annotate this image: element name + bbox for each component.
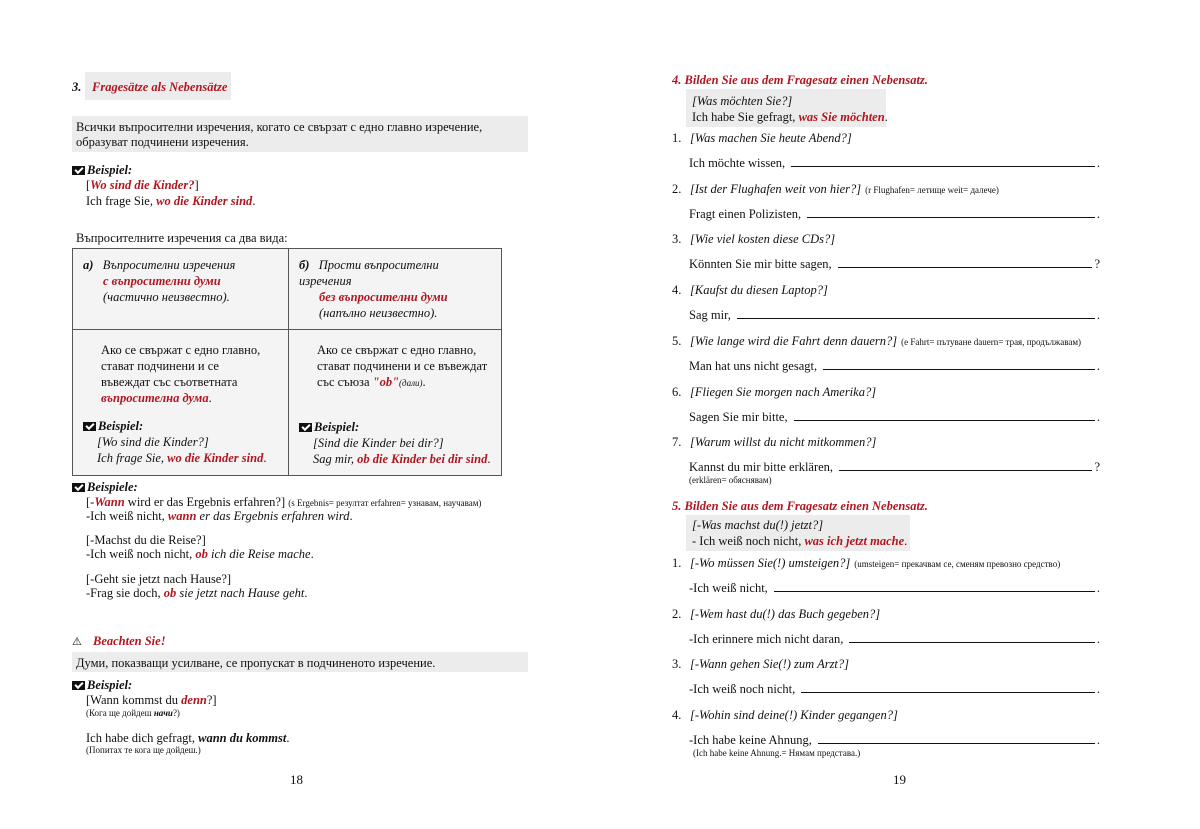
gloss-italic: чи: [163, 708, 173, 718]
b-body-2: стават подчинени и се въвеждат: [317, 359, 488, 373]
exercise-question: [672, 283, 832, 298]
a-body-4: въпросителна дума: [101, 391, 209, 405]
question-text: [-Wann gehen Sie(!) zum Arzt?]: [690, 657, 850, 671]
intro-line-2: образуват подчинени изречения.: [76, 135, 249, 149]
beispiel-label: Beispiel:: [98, 419, 144, 433]
question-types-table: [72, 248, 502, 476]
item-number: 3.: [672, 232, 682, 247]
item-number: 5.: [672, 333, 682, 348]
answer-highlight: wo die Kinder sind: [156, 194, 253, 208]
exercise-4-model-answer: Ich habe Sie gefragt, was Sie möchten.: [692, 110, 888, 124]
answer-row: [689, 257, 1100, 272]
answer-row: [689, 733, 1100, 748]
question-text: [-Wo müssen Sie(!) umsteigen?]: [690, 556, 851, 570]
vocab-note: (r Flughafen= летище weit= далече): [865, 184, 999, 195]
exercise-question: [672, 556, 1060, 571]
table-cell-a-body: Ако се свържат с едно главно, стават подчинени и се въвеждат със съответната въпросителна дума. Beispiel: [Wo sind die Kinder?] Ich frage Sie, wo die Kinder sind.: [73, 330, 289, 476]
beispiele-2-answer: -Ich weiß noch nicht, ob ich die Reise mache.: [86, 547, 314, 561]
beispiele-1-question: [86, 495, 481, 510]
a-example-question: [Wo sind die Kinder?]: [97, 435, 209, 449]
a-text: sie jetzt nach Hause geht: [176, 586, 305, 600]
a-highlight: was Sie möchten: [798, 110, 885, 124]
exercise-question: [672, 334, 1081, 349]
answer-row: [689, 156, 1100, 171]
question-text: [-Wem hast du(!) das Buch gegeben?]: [690, 606, 881, 621]
item-number: 7.: [672, 435, 682, 450]
answer-lead: Man hat uns nicht gesagt,: [689, 358, 818, 373]
beispiele-3-answer: -Frag sie doch, ob sie jetzt nach Hause geht.: [86, 586, 308, 600]
beispiele-1-answer: -Ich weiß nicht, wann er das Ergebnis erfahren wird.: [86, 509, 353, 523]
answer-blank-line[interactable]: [807, 207, 1095, 218]
exercise-5-model-answer: - Ich weiß noch nicht, was ich jetzt mache.: [692, 534, 908, 548]
answer-blank-line[interactable]: [801, 682, 1095, 693]
a-prefix: -Ich weiß noch nicht,: [86, 547, 196, 561]
answer-end-punct: .: [1096, 631, 1100, 646]
q-prefix: [-: [86, 495, 95, 509]
hand-write-icon: [72, 681, 85, 690]
a-text: ich die Reise mache: [207, 547, 311, 561]
vocab-note: (s Ergebnis= резултат erfahren= узнавам, научавам): [288, 498, 482, 508]
a-highlight: ob: [163, 586, 177, 600]
q-highlight: denn: [181, 693, 207, 707]
a-prefix: Ich habe Sie gefragt,: [692, 110, 799, 124]
example-1-question-text: Wo sind die Kinder?: [90, 178, 195, 192]
a-example-prefix: Ich frage Sie,: [97, 451, 168, 465]
answer-row: [689, 581, 1100, 596]
answer-lead: Sag mir,: [689, 308, 731, 323]
beachten-text: Думи, показващи усилване, се пропускат в подчиненото изречение.: [76, 656, 436, 670]
answer-blank-line[interactable]: [839, 460, 1092, 471]
answer-end-punct: .: [1096, 358, 1100, 373]
question-text: [Warum willst du nicht mitkommen?]: [690, 435, 877, 450]
a-prefix: -Ich weiß nicht,: [86, 509, 168, 523]
vocab-note: (umsteigen= прекачвам се, сменям превозно средство): [854, 559, 1061, 569]
q-prefix: [Wann kommst du: [86, 693, 182, 707]
exercise-question: [672, 657, 853, 672]
answer-lead: -Ich habe keine Ahnung,: [689, 732, 812, 747]
exercise-5-model-question: [-Was machst du(!) jetzt?]: [692, 518, 824, 532]
intro-line-1: Всички въпросителни изречения, когато се свързат с едно главно изречение,: [76, 120, 483, 134]
exercise-5-title: 5. Bilden Sie aus dem Fragesatz einen Nebensatz.: [672, 499, 928, 513]
a-highlight: wann: [167, 509, 197, 523]
a-highlight: wann du kommst: [198, 731, 287, 745]
a-line-3: (частично неизвестно).: [103, 290, 230, 304]
answer-end-punct: .: [1096, 409, 1100, 424]
hand-write-icon: [72, 483, 85, 492]
answer-lead: Ich möchte wissen,: [689, 156, 786, 170]
answer-suffix: .: [252, 194, 256, 208]
a-highlight: ob: [195, 547, 208, 561]
answer-gloss: (Ich habe keine Ahnung.= Нямам представа.): [693, 747, 861, 758]
a-suffix: .: [286, 731, 290, 745]
answer-lead: Sagen Sie mir bitte,: [689, 409, 788, 424]
section-title: Fragesätze als Nebensätze: [92, 80, 228, 94]
bracket-close: ]: [194, 178, 199, 192]
table-cell-b-body: Ако се свържат с едно главно, стават подчинени и се въвеждат със съюза "ob"(дали). Beispiel: [Sind die Kinder bei dir?] Sag mir, ob die Kinder bei dir sind.: [289, 330, 502, 476]
gloss-prefix: (Кога ще дойдеш: [86, 708, 154, 718]
beispiel-label: Beispiel:: [87, 163, 133, 177]
a-line-1: Въпросителни изречения: [102, 258, 236, 272]
bracket-open: [: [86, 178, 91, 192]
exercise-question: [672, 232, 839, 247]
item-number: 6.: [672, 384, 682, 399]
question-text: [Wie lange wird die Fahrt denn dauern?]: [690, 333, 898, 348]
vocab-note: (e Fahrt= пътуване dauern= трая, продължавам): [901, 336, 1082, 347]
hand-write-icon: [72, 166, 85, 175]
answer-blank-line[interactable]: [774, 581, 1095, 592]
answer-lead: -Ich weiß noch nicht,: [689, 682, 796, 696]
beispiel-2-question-gloss: [86, 708, 180, 718]
b-body-3-ob: "ob": [372, 375, 400, 389]
b-line-2: без въпросителни думи: [319, 290, 448, 304]
beispiele-heading: [72, 480, 138, 495]
letter-a: а): [83, 258, 94, 272]
answer-row: [689, 207, 1100, 222]
question-text: [Was machen Sie heute Abend?]: [690, 131, 852, 145]
exercise-question: [672, 182, 999, 197]
section-number: 3.: [72, 80, 82, 94]
a-prefix: - Ich weiß noch nicht,: [692, 534, 805, 548]
types-intro: Въпросителните изречения са два вида:: [76, 231, 288, 245]
answer-end-punct: .: [1096, 581, 1100, 595]
item-number: 2.: [672, 606, 682, 621]
beispiel-label: Beispiel:: [87, 678, 133, 692]
hand-write-icon: [299, 423, 312, 432]
question-text: [Wie viel kosten diese CDs?]: [690, 232, 836, 247]
a-highlight: was ich jetzt mache: [804, 534, 905, 548]
answer-end-punct: ?: [1094, 257, 1100, 272]
answer-blank-line[interactable]: [818, 733, 1095, 744]
a-body-3: въвеждат със съответната: [101, 375, 238, 389]
answer-blank-line[interactable]: [791, 156, 1095, 167]
page-number-left: 18: [290, 772, 303, 787]
gloss-bold: на: [153, 708, 164, 718]
answer-end-punct: .: [1096, 682, 1100, 696]
answer-blank-line[interactable]: [823, 359, 1095, 370]
beispiel-2-answer-gloss: (Попитах те кога ще дойдеш.): [86, 745, 201, 755]
answer-end-punct: .: [1096, 156, 1100, 170]
answer-prefix: Ich frage Sie,: [86, 194, 157, 208]
item-number: 3.: [672, 657, 682, 671]
exercise-question: [672, 607, 884, 622]
answer-lead: -Ich erinnere mich nicht daran,: [689, 631, 844, 646]
item-number: 4.: [672, 707, 682, 722]
answer-row: [689, 308, 1100, 323]
answer-lead: Könnten Sie mir bitte sagen,: [689, 257, 832, 272]
beispiel-heading-2: [72, 678, 132, 693]
answer-lead: Kannst du mir bitte erklären,: [689, 460, 834, 475]
gloss-suffix: ?): [172, 708, 180, 718]
exercise-question: [672, 435, 880, 450]
a-example-highlight: wo die Kinder sind: [167, 451, 264, 465]
exercise-question: [672, 708, 902, 723]
q-text: wird er das Ergebnis erfahren?]: [124, 495, 286, 509]
answer-blank-line[interactable]: [794, 410, 1095, 421]
b-body-1: Ако се свържат с едно главно,: [317, 343, 477, 357]
answer-end-punct: .: [1096, 206, 1100, 221]
question-text: [Fliegen Sie morgen nach Amerika?]: [690, 384, 877, 399]
answer-row: [689, 682, 1100, 697]
exercise-4-model-question: [Was möchten Sie?]: [692, 94, 793, 108]
beispiel-label: Beispiel:: [314, 420, 360, 434]
b-line-3: (напълно неизвестно).: [319, 306, 438, 320]
answer-blank-line[interactable]: [737, 308, 1095, 319]
answer-blank-line[interactable]: [838, 257, 1093, 268]
answer-row: [689, 460, 1100, 475]
question-text: [Kaufst du diesen Laptop?]: [690, 283, 828, 298]
a-body-2: стават подчинени и се: [101, 359, 219, 373]
answer-blank-line[interactable]: [849, 632, 1094, 643]
b-body-3-prefix: със съюза: [317, 375, 373, 389]
b-body-3-gloss: (дали): [399, 378, 423, 388]
answer-end-punct: .: [1096, 732, 1100, 747]
b-line-1: Прости въпросителни изречения: [299, 258, 439, 288]
q-suffix: ?]: [206, 693, 217, 707]
b-example-highlight: ob die Kinder bei dir sind: [357, 452, 488, 466]
example-1-question: [86, 178, 199, 193]
answer-row: [689, 410, 1100, 425]
beispiele-2-question: [-Machst du die Reise?]: [86, 533, 206, 547]
beispiele-label: Beispiele:: [87, 480, 138, 494]
answer-end-punct: ?: [1094, 460, 1100, 475]
a-prefix: Ich habe dich gefragt,: [86, 731, 199, 745]
answer-end-punct: .: [1096, 308, 1100, 323]
a-body-1: Ако се свържат с едно главно,: [101, 343, 261, 357]
answer-row: [689, 632, 1100, 647]
answer-lead: -Ich weiß nicht,: [689, 581, 768, 595]
item-number: 2.: [672, 181, 682, 196]
letter-b: б): [299, 258, 310, 272]
example-1-answer: [86, 194, 255, 209]
exercise-question: [672, 131, 856, 146]
beispiele-3-question: [-Geht sie jetzt nach Hause?]: [86, 572, 232, 586]
a-prefix: -Frag sie doch,: [86, 586, 164, 600]
beispiel-2-answer: [86, 731, 289, 746]
table-cell-b-head: [289, 249, 502, 330]
beispiel-heading-1: [72, 163, 132, 178]
answer-lead: Fragt einen Polizisten,: [689, 206, 802, 221]
a-line-2: с въпросителни думи: [103, 274, 221, 288]
beachten-heading: [72, 634, 166, 649]
page-number-right: 19: [893, 772, 906, 787]
q-highlight: Wann: [94, 495, 125, 509]
hand-write-icon: [83, 422, 96, 431]
attention-icon: ⚠: [72, 636, 82, 648]
b-example-prefix: Sag mir,: [313, 452, 358, 466]
question-text: [-Wohin sind deine(!) Kinder gegangen?]: [690, 707, 898, 722]
item-number: 4.: [672, 283, 682, 298]
exercise-4-title: 4. Bilden Sie aus dem Fragesatz einen Nebensatz.: [672, 73, 928, 87]
item-number: 1.: [672, 131, 682, 145]
question-text: [Ist der Flughafen weit von hier?]: [690, 181, 862, 196]
answer-row: [689, 359, 1100, 374]
b-example-question: [Sind die Kinder bei dir?]: [313, 436, 444, 450]
answer-gloss: (erklären= обяснявам): [689, 475, 772, 486]
table-cell-a-head: [73, 249, 289, 330]
exercise-question: [672, 385, 880, 400]
beachten-label: Beachten Sie!: [93, 634, 166, 648]
item-number: 1.: [672, 556, 682, 570]
beispiel-2-question: [86, 693, 217, 708]
a-text: er das Ergebnis erfahren wird: [196, 509, 350, 523]
